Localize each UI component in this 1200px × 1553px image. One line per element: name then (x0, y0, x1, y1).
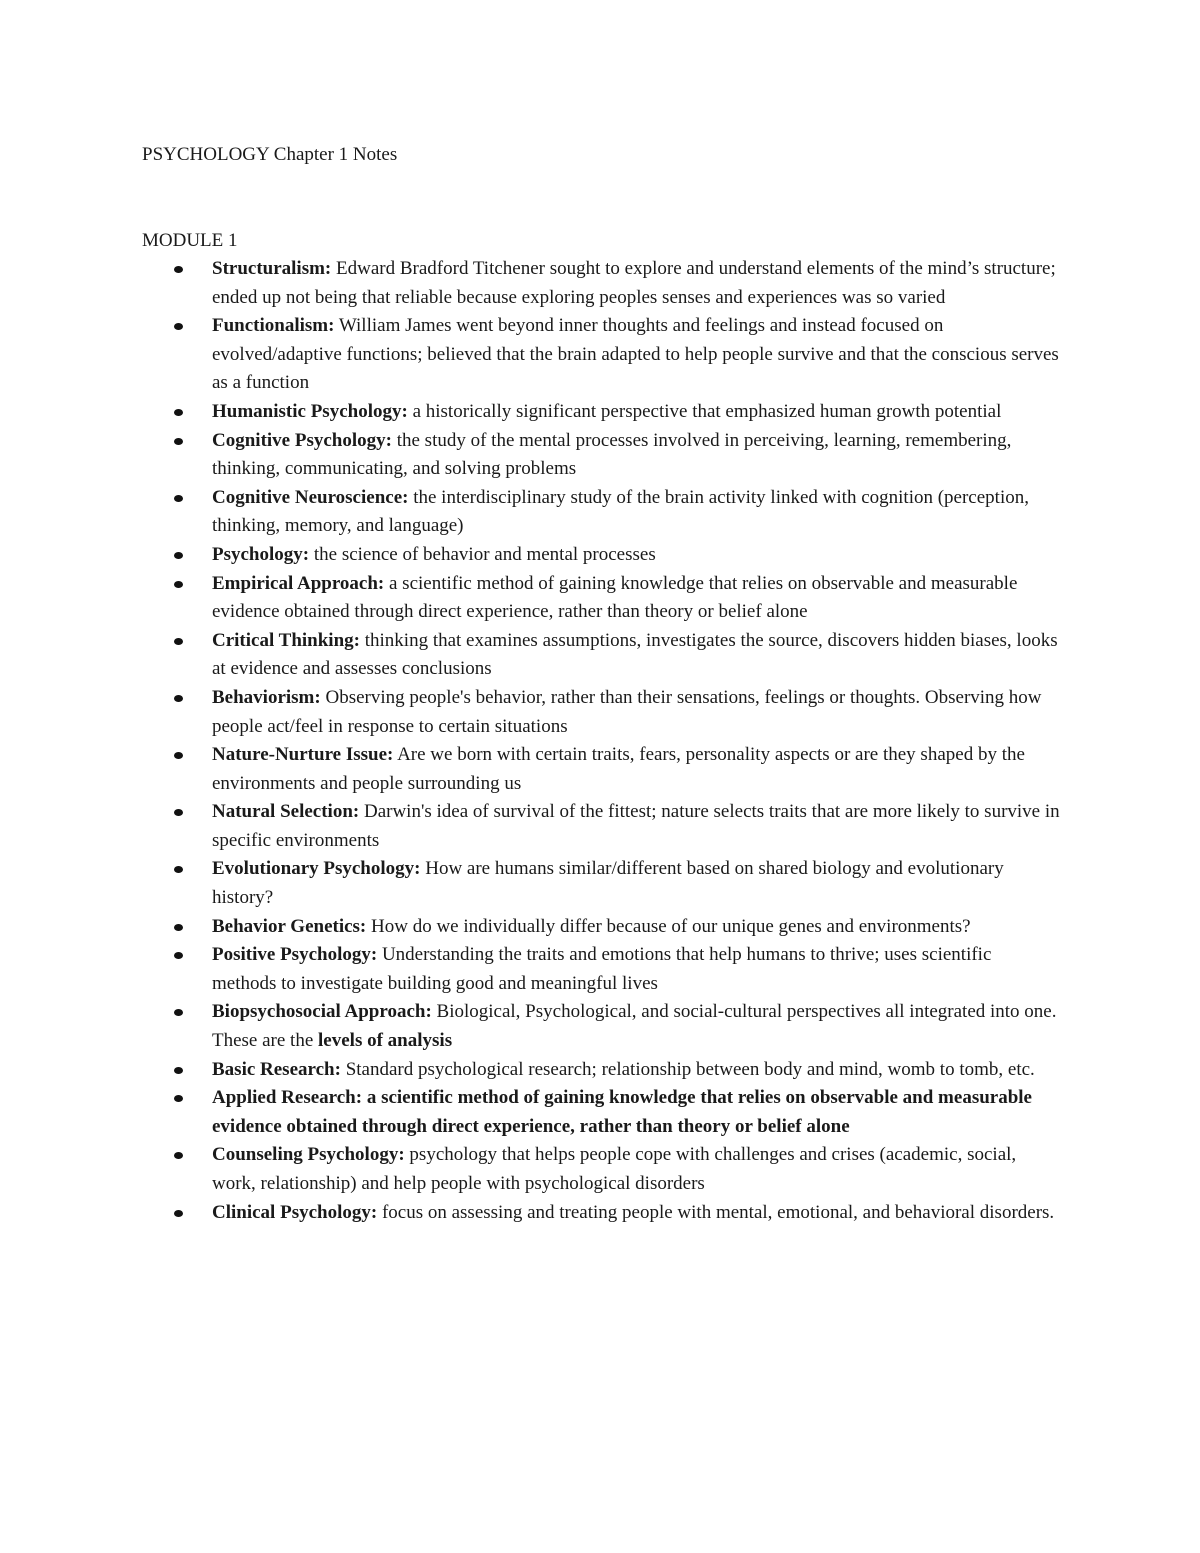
bullet-icon (174, 1210, 183, 1217)
note-term: Basic Research: (212, 1058, 341, 1080)
note-term: Natural Selection: (212, 801, 360, 823)
note-term: Nature-Nurture Issue: (212, 744, 394, 766)
list-item (0, 398, 1200, 427)
bullet-icon (174, 1095, 183, 1102)
note-definition: Edward Bradford Titchener sought to explore and understand elements of the mind’s structure; ended up not being that reliable because exploring peoples senses and experiences was so varied (212, 258, 1056, 308)
note-definition: Are we born with certain traits, fears, personality aspects or are they shaped by the environments and people surrounding us (212, 744, 1025, 794)
notes-list (0, 255, 1200, 1227)
list-item (0, 941, 1200, 998)
list-item (0, 741, 1200, 798)
note-term: Evolutionary Psychology: (212, 858, 421, 880)
bullet-icon (174, 409, 183, 416)
note-term: Cognitive Psychology: (212, 429, 392, 451)
note-term: Biopsychosocial Approach: (212, 1001, 432, 1023)
bullet-icon (174, 323, 183, 330)
list-item (0, 627, 1200, 684)
bullet-icon (174, 1152, 183, 1159)
note-definition: the science of behavior and mental processes (309, 543, 656, 565)
note-term: Humanistic Psychology: (212, 400, 408, 422)
note-definition: Darwin's idea of survival of the fittest; nature selects traits that are more likely to survive in specific environments (212, 801, 1060, 851)
note-definition: psychology that helps people cope with challenges and crises (academic, social, work, relationship) and help people with psychological disorders (212, 1144, 1017, 1194)
bullet-icon (174, 552, 183, 559)
note-term: Clinical Psychology: (212, 1201, 378, 1223)
note-definition: a historically significant perspective that emphasized human growth potential (407, 400, 1002, 422)
note-definition: a scientific method of gaining knowledge that relies on observable and measurable evidence obtained through direct experience, rather than theory or belief alone (212, 572, 1018, 623)
bullet-icon (174, 638, 183, 645)
bullet-icon (174, 1009, 183, 1016)
list-item (0, 1056, 1200, 1085)
note-emphasis: levels of analysis (318, 1030, 453, 1052)
list-item (0, 1084, 1200, 1141)
note-term: Positive Psychology: (212, 944, 378, 966)
bullet-icon (174, 866, 183, 873)
bullet-icon (174, 809, 183, 816)
bullet-icon (174, 924, 183, 931)
note-term: Critical Thinking: (212, 629, 360, 651)
list-item (0, 1141, 1200, 1198)
document-title: PSYCHOLOGY Chapter 1 Notes (142, 144, 398, 165)
note-term: Behaviorism: (212, 686, 321, 708)
note-definition: Biological, Psychological, and social-cultural perspectives all integrated into one. These are the (212, 1001, 1057, 1052)
list-item (0, 484, 1200, 541)
module-heading: MODULE 1 (142, 230, 238, 251)
note-term: Psychology: (212, 543, 310, 565)
list-item (0, 312, 1200, 398)
bullet-icon (174, 495, 183, 502)
list-item (0, 913, 1200, 942)
note-definition: How are humans similar/different based on shared biology and evolutionary history? (212, 858, 1004, 909)
note-definition: Understanding the traits and emotions that help humans to thrive; uses scientific methods to investigate building good and meaningful lives (212, 944, 992, 994)
list-item (0, 998, 1200, 1055)
list-item (0, 798, 1200, 855)
note-definition: the study of the mental processes involved in perceiving, learning, remembering, thinking, communicating, and solving problems (212, 429, 1012, 480)
bullet-icon (174, 752, 183, 759)
note-definition: a scientific method of gaining knowledge that relies on observable and measurable evidence obtained through direct experience, rather than theory or belief alone (212, 1087, 1032, 1137)
bullet-icon (174, 581, 183, 588)
note-term: Counseling Psychology: (212, 1144, 405, 1166)
list-item (0, 541, 1200, 570)
list-item (0, 427, 1200, 484)
list-item (0, 855, 1200, 912)
note-term: Cognitive Neuroscience: (212, 486, 409, 508)
note-definition: How do we individually differ because of our unique genes and environments? (366, 915, 971, 937)
note-definition: the interdisciplinary study of the brain activity linked with cognition (perception, thinking, memory, and language) (212, 486, 1029, 537)
bullet-icon (174, 266, 183, 273)
note-term: Functionalism: (212, 315, 335, 337)
list-item (0, 684, 1200, 741)
note-term: Empirical Approach: (212, 572, 385, 594)
note-definition: William James went beyond inner thoughts and feelings and instead focused on evolved/adaptive functions; believed that the brain adapted to help people survive and that the conscious serves as a function (212, 315, 1059, 394)
list-item (0, 1199, 1200, 1228)
bullet-icon (174, 1067, 183, 1074)
note-definition: Standard psychological research; relationship between body and mind, womb to tomb, etc. (340, 1058, 1035, 1080)
note-term: Structuralism: (212, 258, 332, 279)
note-definition: focus on assessing and treating people with mental, emotional, and behavioral disorders. (377, 1201, 1055, 1223)
bullet-icon (174, 438, 183, 445)
note-definition: thinking that examines assumptions, investigates the source, discovers hidden biases, looks at evidence and assesses conclusions (212, 629, 1058, 680)
bullet-icon (174, 952, 183, 959)
note-term: Behavior Genetics: (212, 915, 367, 937)
note-term: Applied Research: (212, 1087, 363, 1109)
note-definition: Observing people's behavior, rather than their sensations, feelings or thoughts. Observing how people act/feel in response to certain situations (212, 686, 1042, 737)
list-item (0, 255, 1200, 312)
bullet-icon (174, 695, 183, 702)
list-item (0, 570, 1200, 627)
